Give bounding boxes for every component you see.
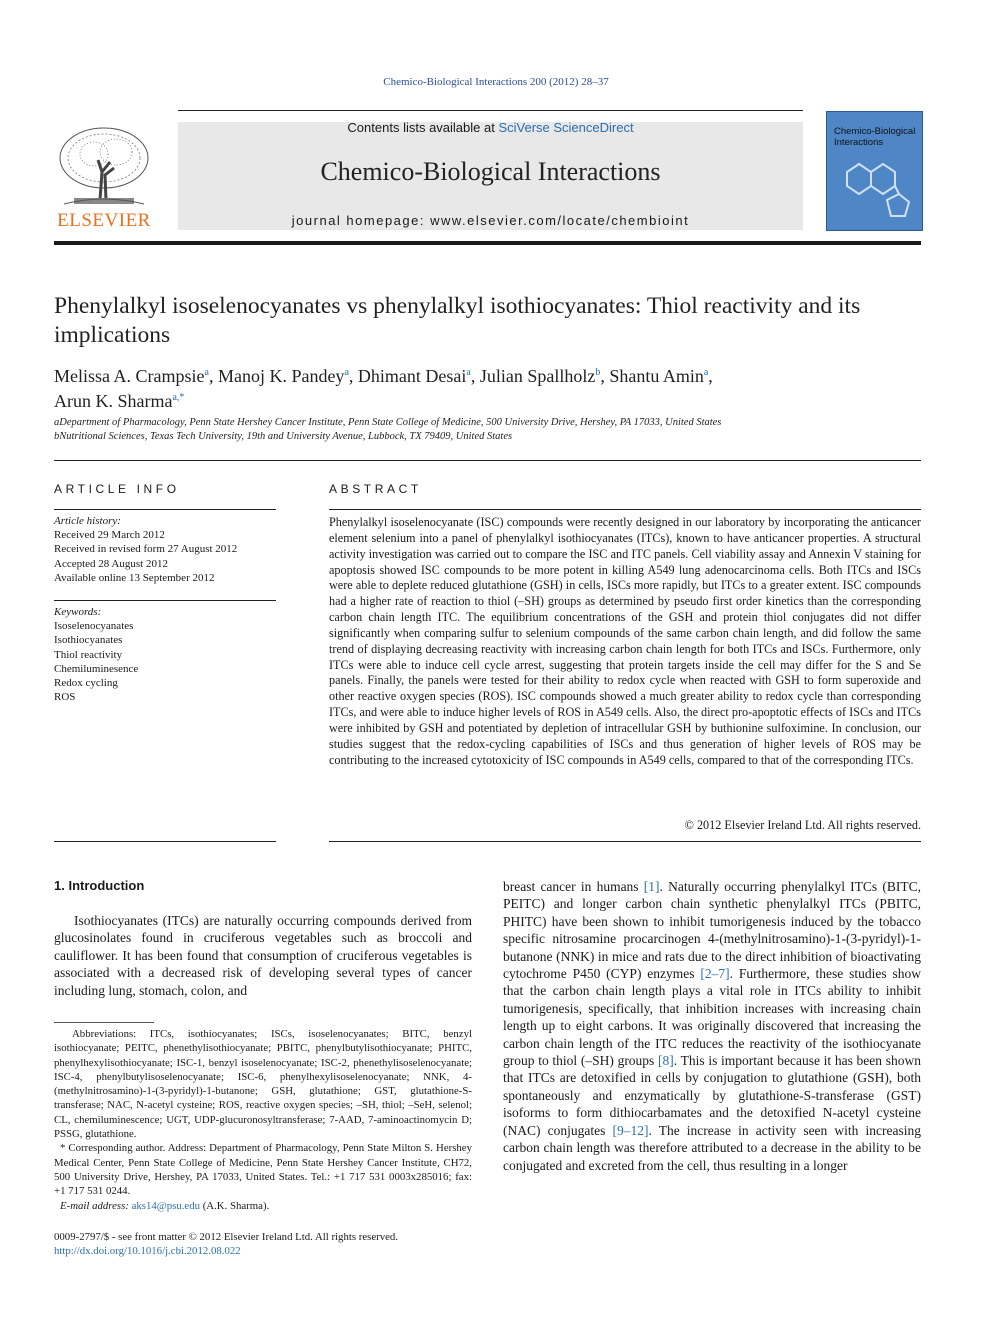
article-history: Article history: Received 29 March 2012 Received in revised form 27 August 2012 Accepted 28 August 2012 Available online 13 September 2012 — [54, 514, 276, 585]
history-item: Received 29 March 2012 — [54, 529, 165, 542]
author: Julian Spallholz$^b$, — [479, 366, 610, 386]
abbreviations-footnote: Abbreviations: ITCs, isothiocyanates; ISCs, isoselenocyanates; BITC, benzyl isothiocyanate; PEITC, phenethylisothiocyanate; PBITC, phenylbutylisothiocyanate; PHITC, phenylhexylisothiocyanate; ISC-1, benzyl isoselenocyanate; ISC-2, phenethylisoselenocyanate; ISC-4, phenylbutylisoselenocyanate; ISC-6, phenylhexylisoselenocyanate; NNK, 4-(methylnitrosamino)-1-(3-pyridyl)-1-butanone; GSH, glutathione; GST, glutathione-S-transferase; NAC, N-acetyl cysteine; ROS, reactive oxygen species; –SH, thiol; –SeH, selenol; CL, chemiluminescence; UGT, UDP-glucuronosyltransferase; 7-AAD, 7-aminoactinomycin D; PSSG, glutathione. — [54, 1028, 472, 1141]
article-title: Phenylalkyl isoselenocyanates vs phenylalkyl isothiocyanates: Thiol reactivity and its implications — [54, 293, 861, 348]
info-bottom-rule — [54, 841, 276, 842]
email-footnote: E-mail address: aks14@psu.edu (A.K. Sharma). — [60, 1199, 270, 1212]
history-item: Received in revised form 27 August 2012 — [54, 543, 238, 556]
author: Dhimant Desai$^a$, — [357, 366, 480, 386]
citation-link[interactable]: [9–12] — [612, 1122, 649, 1138]
issn-line: 0009-2797/$ - see front matter © 2012 Elsevier Ireland Ltd. All rights reserved. — [54, 1231, 399, 1243]
author-list — [54, 362, 934, 412]
history-item: Accepted 28 August 2012 — [54, 557, 168, 570]
intro-col2: breast cancer in humans [1]. Naturally occurring phenylalkyl ITCs (BITC, PEITC) and longer carbon chain synthetic phenylalkyl ITCs (PBITC, PHITC) have been shown to inhibit tumorigenesis induced by the tobacco specific nitrosamine procarcinogen 4-(methylnitrosamino)-1-(3-pyridyl)-1-butanone (NNK) in mice and rats due to the direct inhibition of bioactivating cytochrome P450 (CYP) enzymes [2–7]. Furthermore, these studies show that the carbon chain length plays a vital role in ITCs ability to inhibit tumorigenesis, specifically, that inhibition increases with increasing chain length up to eight carbons. It was originally discovered that increasing the carbon chain length of the ITC reduces the reactivity of the isothiocyanate group to thiol (–SH) groups [8]. This is important because it has been shown that ITCs are detoxified in cells by conjugation to glutathione (GSH), both spontaneously and enzymatically by glutathione-S-transferase (GST) isoforms to form dithiocarbamates and the detoxified N-acetyl cysteine (NAC) conjugates [9–12]. The increase in activity seen with increasing carbon chain length was therefore attributed to a decrease in the ability to be conjugated and excreted from the cell, thus resulting in a longer — [503, 879, 921, 1173]
keyword: Redox cycling — [54, 677, 118, 690]
abstract-heading: ABSTRACT — [329, 482, 422, 496]
journal-homepage[interactable]: journal homepage: www.elsevier.com/locate/chembioint — [291, 213, 690, 228]
keyword: Chemiluminesence — [54, 662, 139, 675]
elsevier-wordmark: ELSEVIER — [57, 210, 151, 231]
elsevier-logo — [54, 120, 154, 232]
citation-link[interactable]: [2–7] — [700, 966, 730, 982]
keyword: Isothiocyanates — [54, 634, 123, 647]
abstract-copyright: © 2012 Elsevier Ireland Ltd. All rights reserved. — [684, 818, 921, 832]
author: Manoj K. Pandey$^a$, — [217, 366, 358, 386]
intro-col1: Isothiocyanates (ITCs) are naturally occurring compounds derived from glucosinolates found in cruciferous vegetables such as broccoli and cauliflower. It has been found that consumption of cruciferous vegetables is associated with a decreased risk of developing several types of cancer including lung, stomach, colon, and — [54, 913, 472, 998]
corresponding-footnote: * Corresponding author. Address: Department of Pharmacology, Penn State Milton S. Hershey Medical Center, Penn State College of Medicine, Penn State Hershey Cancer Institute, CH72, 500 University Drive, Hershey, PA 17033, United States. Tel.: +1 717 531 0003x285016; fax: +1 717 531 0244. — [54, 1142, 472, 1198]
contents-line: Contents lists available at SciVerse ScienceDirect — [347, 120, 634, 135]
keywords: Keywords: Isoselenocyanates Isothiocyanates Thiol reactivity Chemiluminesence Redox cycling ROS — [54, 605, 276, 704]
affiliation-rule — [54, 460, 921, 461]
issn-doi — [54, 1230, 504, 1258]
abstract-rule — [329, 509, 921, 510]
header-rule — [178, 110, 803, 111]
keywords-rule — [54, 600, 276, 601]
abstract-bottom-rule — [329, 841, 921, 842]
introduction-heading: 1. Introduction — [54, 878, 145, 893]
email-link[interactable]: aks14@psu.edu — [131, 1199, 200, 1212]
history-item: Available online 13 September 2012 — [54, 571, 215, 584]
footnote-rule — [54, 1022, 154, 1023]
citation-link[interactable]: [1] — [643, 879, 660, 894]
citation-link[interactable]: [8] — [658, 1053, 674, 1069]
abstract-text: Phenylalkyl isoselenocyanate (ISC) compounds were recently designed in our laboratory by incorporating the anticancer element selenium into a panel of phenylalkyl isothiocyanates (ITCs), known to have anticancer properties. A structural activity investigation was carried out to compare the ISC and ITC panels. Cell viability assay and Annexin V staining for apoptosis showed ISC compounds to be more potent in killing A549 lung adenocarcinoma cells. Both ITCs and ISCs were able to deplete reduced glutathione (GSH) in cells, ISCs more rapidly, but ITCs to a greater extent. ISC compounds had a higher rate of reaction to thiol (–SH) groups as determined by pseudo first order kinetics than the corresponding carbon chain length ITC. The equilibrium concentrations of the GSH and protein thiol conjugates did not differ significantly when comparing sulfur to selenium compounds of the same carbon chain length, and did follow the same trend of displaying decreasing reactivity with increasing carbon chain length for both ITCs and ISCs. Furthermore, only ITCs were able to induce cell cycle arrest, suggesting that protein targets inside the cell may differ for the S and Se panels. Finally, the panels were tested for their ability to redox cycle when reacted with GSH to form superoxide and other reactive oxygen species (ROS). ISC compounds showed a much greater ability to redox cycle than corresponding ITCs, and were able to induce higher levels of ROS in A549 cells. Also, the direct pro-apoptotic effects of ISCs and ITCs were inhibited by GSH and potentiated by depletion of intracellular GSH by buthionine sulfoximine. In conclusion, our studies suggest that the redox-cycling capabilities of ISCs and thus generation of higher levels of ROS may be contributing to the increased cytotoxicity of ISC compounds in A549 cells, compared to that of the corresponding ITCs. — [329, 515, 921, 767]
cover-title: Chemico-Biological Interactions — [834, 126, 916, 148]
affiliation-b: bNutritional Sciences, Texas Tech University, 19th and University Avenue, Lubbock, TX 79409, United States — [54, 431, 513, 442]
journal-name: Chemico-Biological Interactions — [320, 157, 661, 186]
sciencedirect-link[interactable]: SciVerse ScienceDirect — [498, 120, 634, 135]
doi-link[interactable]: http://dx.doi.org/10.1016/j.cbi.2012.08.022 — [54, 1245, 241, 1257]
author: Melissa A. Crampsie$^a$, — [54, 366, 218, 386]
keyword: Thiol reactivity — [54, 648, 123, 661]
author-corresponding: Arun K. Sharma$^{a,*}$ — [54, 391, 185, 411]
footnotes — [54, 1027, 472, 1213]
author: Shantu Amin$^a$, — [609, 366, 713, 386]
journal-citation: Chemico-Biological Interactions 200 (2012) 28–37 — [383, 76, 609, 88]
keyword: Isoselenocyanates — [54, 620, 134, 633]
keyword: ROS — [54, 691, 76, 704]
affiliation-a: aDepartment of Pharmacology, Penn State Hershey Cancer Institute, Penn State College of Medicine, 500 University Drive, Hershey, PA 17033, United States — [54, 417, 722, 428]
article-info-heading: ARTICLE INFO — [54, 482, 180, 496]
info-rule — [54, 509, 276, 510]
header-thick-rule — [54, 241, 921, 245]
